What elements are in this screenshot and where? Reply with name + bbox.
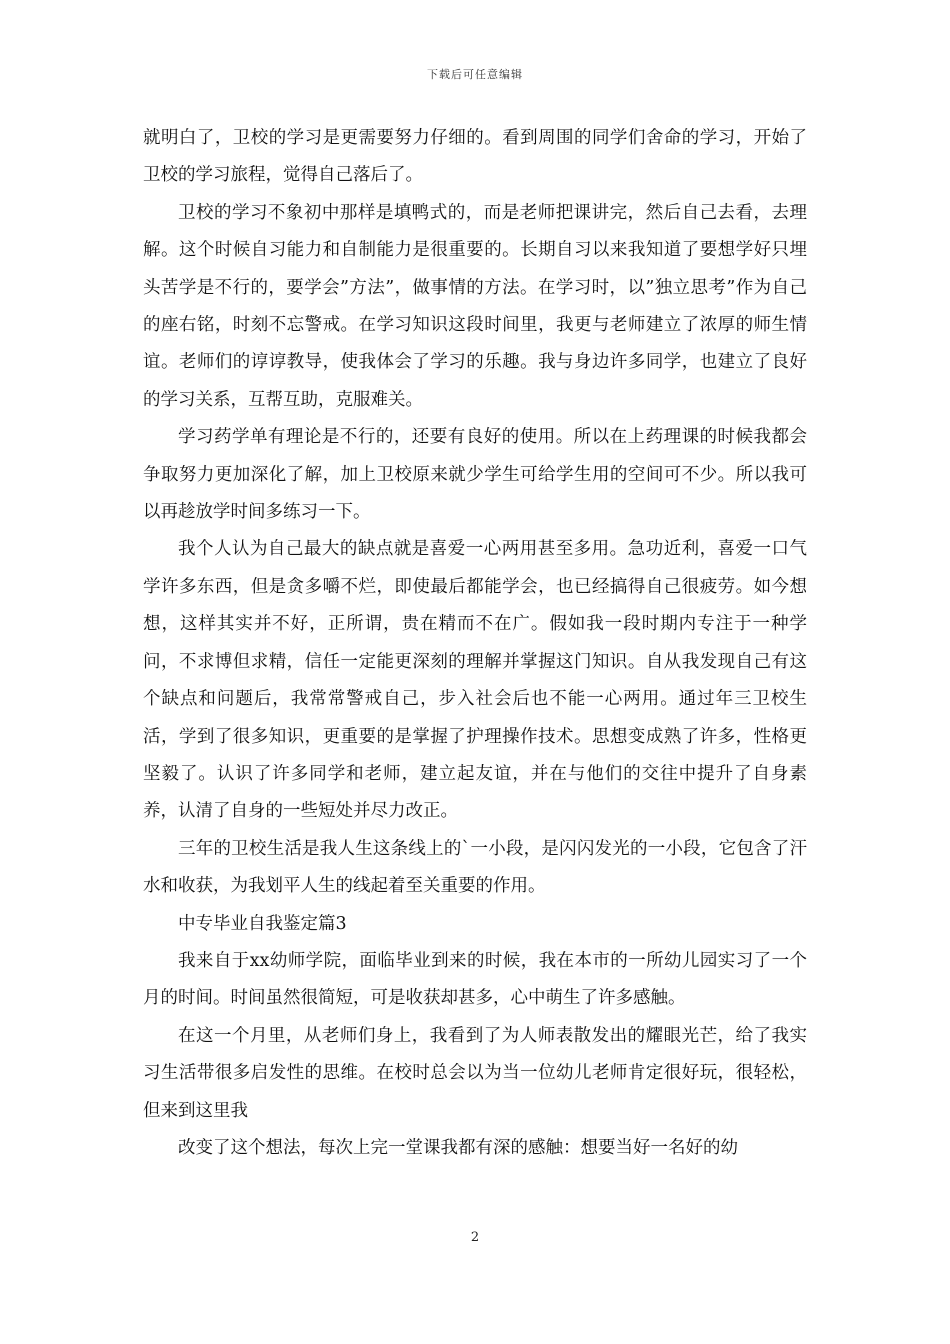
paragraph-three-years: 三年的卫校生活是我人生这条线上的`一小段，是闪闪发光的一小段，它包含了汗水和收获，为我划平人生的线起着至关重要的作用。 (143, 838, 807, 897)
paragraph-pharmacy-practice: 学习药学单有理论是不行的，还要有良好的使用。所以在上药理课的时候我都会争取努力更加深化了解，加上卫校原来就少学生可给学生用的空间可不少。所以我可以再趁放学时间多练习一下。 (143, 427, 807, 523)
paragraph-internship-intro: 我来自于xx幼师学院，面临毕业到来的时候，我在本市的一所幼儿园实习了一个月的时间。时间虽然很简短，可是收获却甚多，心中萌生了许多感触。 (143, 950, 807, 1009)
paragraph-study-method: 卫校的学习不象初中那样是填鸭式的，而是老师把课讲完，然后自己去看，去理解。这个时候自习能力和自制能力是很重要的。长期自习以来我知道了要想学好只埋头苦学是不行的，要学会”方法”，做事情的方法。在学习时，以”独立思考”作为自己的座右铭，时刻不忘警戒。在学习知识这段时间里，我更与老师建立了浓厚的师生情谊。老师们的谆谆教导，使我体会了学习的乐趣。我与身边许多同学，也建立了良好的学习关系，互帮互助，克服难关。 (143, 202, 807, 410)
paragraph-teachers: 在这一个月里，从老师们身上，我看到了为人师表散发出的耀眼光芒，给了我实习生活带很多启发性的思维。在校时总会以为当一位幼儿老师肯定很好玩，很轻松，但来到这里我 (143, 1025, 807, 1121)
paragraph-continuation: 就明白了，卫校的学习是更需要努力仔细的。看到周围的同学们舍命的学习，开始了卫校的学习旅程，觉得自己落后了。 (143, 128, 807, 186)
document-body (143, 120, 807, 1167)
paragraph-shortcomings: 我个人认为自己最大的缺点就是喜爱一心两用甚至多用。急功近利，喜爱一口气学许多东西，但是贪多嚼不烂，即使最后都能学会，也已经搞得自己很疲劳。如今想想，这样其实并不好，正所谓，贵在精而不在广。假如我一段时期内专注于一种学问，不求博但求精，信任一定能更深刻的理解并掌握这门知识。自从我发现自己有这个缺点和问题后，我常常警戒自己，步入社会后也不能一心两用。通过年三卫校生活，学到了很多知识，更重要的是掌握了护理操作技术。思想变成熟了许多，性格更坚毅了。认识了许多同学和老师，建立起友谊，并在与他们的交往中提升了自身素养，认清了自身的一些短处并尽力改正。 (143, 539, 807, 822)
section-heading: 中专毕业自我鉴定篇3 (178, 913, 347, 934)
page-number: 2 (470, 1230, 480, 1245)
paragraph-changed-mind: 改变了这个想法，每次上完一堂课我都有深的感触：想要当好一名好的幼 (178, 1137, 738, 1158)
page-header: 下载后可任意编辑 (427, 68, 523, 81)
